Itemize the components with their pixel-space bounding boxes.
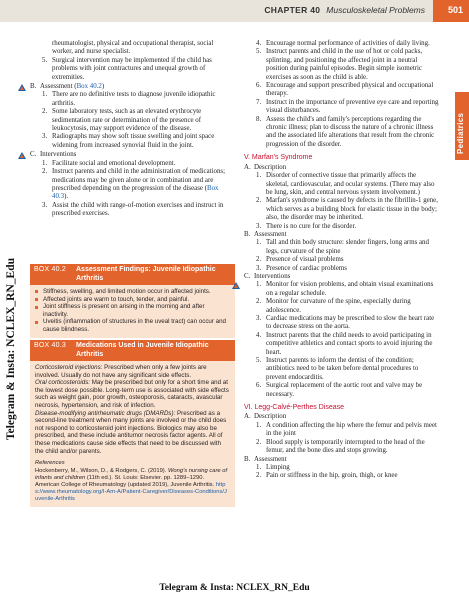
list-label: 6.: [256, 82, 262, 90]
list-item-text: Presence of cardiac problems: [266, 264, 347, 272]
watermark-bottom: Telegram & Insta: NCLEX_RN_Edu: [159, 583, 310, 593]
box-title: Medications Used in Juvenile Idiopathic Arthritis: [76, 342, 209, 358]
list-item: [244, 298, 439, 315]
medication-term: Oral corticosteroids:: [35, 379, 91, 387]
list-label: 2.: [42, 168, 48, 176]
list-item-text: Assessment: [254, 455, 287, 463]
references-heading: References: [35, 460, 65, 467]
list-item-text: Tall and thin body structure: slender fingers, long arms and legs, curvature of the spine: [266, 239, 429, 255]
list-item: [30, 108, 235, 133]
list-label: 3.: [256, 222, 262, 230]
medication-term: Disease-modifying antirheumatic drugs (DMARDs):: [35, 409, 176, 417]
list-label: 2.: [256, 256, 262, 264]
list-label: 2.: [256, 472, 262, 480]
list-label: 5.: [256, 48, 262, 56]
reference-text: Hockenberry, M., Wilson, D., & Rodgers, C. (2019).: [35, 468, 168, 475]
list-label: 6.: [256, 382, 262, 390]
list-item-text: Instruct in the importance of preventive eye care and reporting visual disturbances.: [266, 98, 439, 115]
bullet-item: Uveitis (inflammation of structures in the uveal tract) can occur and cause blindness.: [35, 318, 230, 333]
list-item-text: Encourage normal performance of activities of daily living.: [266, 40, 430, 47]
page-number: 501: [447, 5, 463, 15]
section-heading-legg-calve-perthes: VI. Legg-Calvé-Perthes Disease: [244, 404, 344, 412]
list-item-text: Limping: [266, 463, 290, 471]
medication-text: Prescribed as a second-line treatment when many joints are involved or the child does not respond to corticosteroid joint injections. Biologics may also be prescribed, and these include antitumor necrosis factor agents. All of these medications cause side effects that need to be discussed with the child and/or parents.: [35, 409, 227, 455]
list-label: 2.: [256, 438, 262, 446]
list-label: B.: [244, 230, 251, 238]
list-item-text: Description: [254, 163, 287, 171]
box-header: [30, 340, 235, 361]
list-label: 4.: [256, 331, 262, 339]
list-item: [244, 281, 439, 298]
list-label: 3.: [42, 201, 48, 209]
medication-paragraph: [35, 364, 230, 379]
list-item: [244, 315, 439, 332]
list-item: [244, 164, 439, 172]
list-item: [244, 382, 439, 399]
list-item-text: Assessment: [254, 230, 287, 238]
list-item-text: Description: [254, 413, 287, 421]
medication-paragraph: [35, 379, 230, 409]
list-label: 5.: [42, 56, 48, 64]
list-item: [244, 472, 439, 480]
list-item-text: Radiographs may show soft tissue swelling and joint space widening from increased synovial fluid in the joint.: [52, 133, 215, 149]
list-item-text: Instruct parents that the child needs to avoid participating in competitive athletics and contact sports to avoid injuring the heart.: [266, 331, 433, 356]
list-item: [244, 99, 439, 116]
list-item: [244, 172, 439, 197]
list-item-text: Cardiac medications may be prescribed to slow the heart rate to decrease stress on the aorta.: [266, 315, 435, 331]
bullet-item: Joint stiffness is present on arising in the morning and after inactivity.: [35, 303, 230, 318]
side-tab-label: Pediatrics: [456, 112, 465, 154]
reference-text: (11th ed.). St. Louis: Elsevier. pp. 1289–1290.: [85, 475, 205, 482]
list-item: [244, 439, 439, 456]
list-item-text: Instruct parents and child in the use of hot or cold packs, splinting, and positioning the affected joint in a neutral position during painful episodes. Begin simple isometric exercises as soon as the child is able.: [266, 48, 423, 81]
priority-triangle-icon: [18, 152, 26, 159]
list-item: [244, 273, 439, 281]
medication-term: Corticosteroid injections:: [35, 364, 103, 371]
list-label: 7.: [256, 98, 262, 106]
list-item-text: Presence of visual problems: [266, 256, 344, 264]
list-item: [244, 48, 439, 82]
reference-entry: [35, 482, 230, 503]
watermark-vertical: Telegram & Insta: NCLEX_RN_Edu: [5, 258, 17, 440]
list-item: [30, 91, 235, 108]
right-column: [244, 40, 439, 481]
list-item: [30, 133, 235, 150]
box-cross-reference-link[interactable]: Box 40.3: [52, 184, 219, 201]
box-number: BOX 40.2: [34, 266, 66, 273]
list-item: [244, 82, 439, 99]
box-body: [30, 285, 235, 338]
list-item-text: Surgical intervention may be implemented if the child has problems with joint contractures and unequal growth of extremities.: [52, 56, 212, 81]
list-item: [244, 265, 439, 273]
section-heading-marfans: V. Marfan's Syndrome: [244, 154, 313, 162]
list-item-text: Monitor for curvature of the spine, especially during adolescence.: [266, 298, 411, 314]
list-label: 1.: [256, 281, 262, 289]
box-cross-reference-link[interactable]: Box 40.2: [76, 83, 102, 91]
list-item-text: There are no definitive tests to diagnose juvenile idiopathic arthritis.: [52, 91, 216, 107]
list-item: [244, 116, 439, 150]
list-item-text: Disorder of connective tissue that primarily affects the skeletal, cardiovascular, and ocular systems. (There may also be lung, skin, and central nervous system involvement.): [266, 172, 435, 196]
reference-text: American College of Rheumatology (updated 2019), Juvenile Arthritis.: [35, 482, 216, 489]
list-item-text: Assist the child with range-of-motion exercises and instruct in prescribed exercises.: [52, 201, 224, 218]
list-item-text: Assess the child's and family's perceptions regarding the chronic illness; plan to discuss the nature of a chronic illness and the associated life alterations that result from the chronic progression of the disorder.: [266, 115, 435, 148]
box-40-3: [30, 340, 235, 507]
header-text: [264, 5, 425, 15]
list-label: 1.: [256, 463, 262, 471]
list-label: 2.: [256, 197, 262, 205]
list-label: A.: [244, 413, 251, 421]
list-item-text: Blood supply is temporarily interrupted to the head of the femur, and the bone dies and stops growing.: [266, 438, 425, 455]
list-label: C.: [244, 272, 251, 280]
list-label: 1.: [256, 239, 262, 247]
list-item-text: ).: [64, 193, 69, 201]
list-item: [244, 256, 439, 264]
list-item: [244, 40, 439, 48]
chapter-label: CHAPTER 40: [264, 5, 321, 15]
box-title: Assessment Findings: Juvenile Idiopathic Arthritis: [76, 266, 216, 282]
list-item: [30, 151, 235, 159]
list-item: [30, 202, 235, 219]
list-item: [244, 332, 439, 357]
chapter-topic: Musculoskeletal Problems: [326, 5, 425, 15]
list-label: 2.: [42, 108, 48, 116]
list-item: [244, 357, 439, 382]
list-label: 8.: [256, 115, 262, 123]
list-item-text: There is no cure for the disorder.: [266, 222, 357, 230]
list-label: 3.: [256, 264, 262, 272]
list-item: [244, 456, 439, 464]
list-item: [30, 160, 235, 168]
section-side-tab: [455, 92, 469, 160]
medication-paragraph: [35, 410, 230, 456]
list-label: B.: [244, 455, 251, 463]
medication-text: Prescribed when only a few joints are involved. Usually do not have any significant side effects.: [35, 364, 207, 379]
list-item-text: Monitor for vision problems, and obtain visual examinations on a regular schedule.: [266, 281, 434, 297]
list-item: [244, 223, 439, 231]
list-item-text: rheumatologist, physical and occupational therapist, social worker, and nurse specialist.: [52, 40, 214, 56]
reference-link[interactable]: https://www.rheumatology.org/I-Am-A/Patient-Caregiver/Diseases-Conditions/Juvenile-Arthritis: [35, 482, 227, 503]
list-label: 1.: [42, 91, 48, 99]
list-label: 4.: [256, 40, 262, 47]
list-item-text: Facilitate social and emotional development.: [52, 159, 176, 167]
box-body: [30, 361, 235, 507]
list-item-text: Interventions: [254, 272, 291, 280]
reference-title: Wong's nursing care of infants and children: [35, 468, 228, 482]
list-item-text: ): [101, 83, 105, 91]
bullet-item: Affected joints are warm to touch, tender, and painful.: [35, 296, 230, 304]
list-item-text: Marfan's syndrome is caused by defects in the fibrillin-1 gene, which serves as a building block for elastic tissue in the body; also, the disorder may be inherited.: [266, 197, 438, 222]
list-item-text: Instruct parents to inform the dentist of the condition; antibiotics need to be taken before dental procedures to prevent endocarditis.: [266, 357, 419, 381]
reference-entry: [35, 468, 230, 482]
priority-triangle-icon: [232, 282, 240, 289]
list-item: [244, 239, 439, 256]
list-item: [30, 83, 235, 91]
list-item-text: A condition affecting the hip where the femur and pelvis meet in the joint: [266, 421, 437, 438]
list-item: [244, 422, 439, 439]
left-column: [30, 40, 235, 219]
list-label: 5.: [256, 357, 262, 365]
list-item-text: Instruct parents and child in the administration of medications; medications may be given alone or in combination and are prescribed depending on the progression of the disease (: [52, 168, 225, 192]
priority-triangle-icon: [18, 84, 26, 91]
list-item: [244, 197, 439, 222]
list-item: [244, 231, 439, 239]
list-label: 1.: [42, 159, 48, 167]
list-item-text: Assessment (: [40, 83, 77, 91]
medication-text: May be prescribed but only for a short time and at the lowest dose possible. Long-term use is associated with side effects such as weight gain, poor growth, osteoporosis, cataracts, avascular necrosis, hypertension, and risk of infection.: [35, 379, 229, 409]
box-40-2: [30, 264, 235, 338]
list-item: [30, 57, 235, 82]
box-header: [30, 264, 235, 285]
list-item: [30, 40, 235, 57]
list-label: 1.: [256, 421, 262, 429]
list-label: C.: [30, 151, 37, 159]
list-item-text: Interventions: [40, 151, 77, 159]
list-item-text: Surgical replacement of the aortic root and valve may be necessary.: [266, 382, 423, 398]
list-label: 2.: [256, 298, 262, 306]
list-item-text: Pain or stiffness in the hip, groin, thigh, or knee: [266, 472, 398, 480]
list-label: 3.: [256, 315, 262, 322]
list-item-text: Some laboratory tests, such as an elevated erythrocyte sedimentation rate or determination of the presence of leukocytosis, may support evidence of the disease.: [52, 108, 202, 133]
list-label: A.: [244, 163, 251, 171]
list-item: [244, 413, 439, 421]
list-item-text: Encourage and support prescribed physical and occupational therapy.: [266, 82, 434, 98]
list-label: 3.: [42, 133, 48, 141]
box-references: [35, 460, 230, 503]
list-label: B.: [30, 83, 37, 91]
box-number: BOX 40.3: [34, 342, 66, 349]
bullet-item: Stiffness, swelling, and limited motion occur in affected joints.: [35, 288, 230, 296]
list-item: [244, 464, 439, 472]
list-label: 1.: [256, 172, 262, 180]
list-item: [30, 168, 235, 202]
